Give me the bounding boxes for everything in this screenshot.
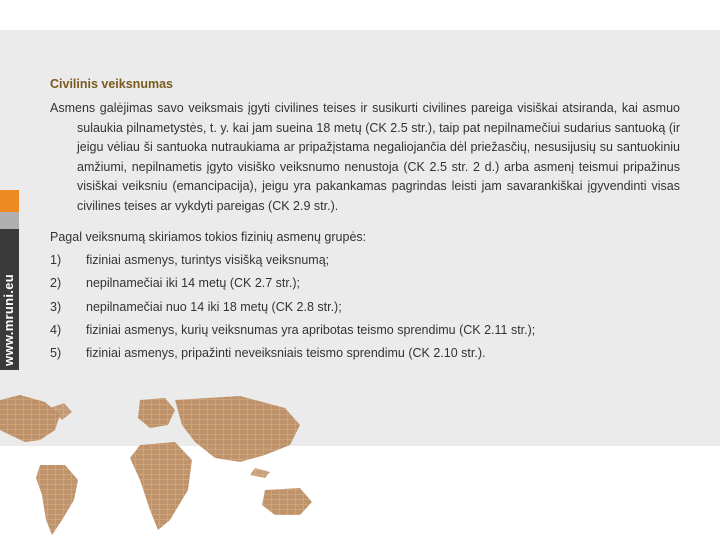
map-australia bbox=[262, 488, 312, 515]
side-brand-bar bbox=[0, 190, 19, 370]
list-item bbox=[50, 319, 680, 342]
brand-orange-block bbox=[0, 190, 19, 212]
list-item bbox=[50, 249, 680, 272]
list-number: 1) bbox=[50, 253, 62, 268]
map-asia bbox=[175, 396, 300, 462]
list-number: 5) bbox=[50, 345, 62, 360]
definition-paragraph: Asmens galėjimas savo veiksmais įgyti civilines teises ir susikurti civilines pareiga visiškai atsiranda, kai asmuo sulaukia pilnametystės, t. y. kai jam sueina 18 metų (CK 2.5 str.), taip pat nepilnamečiui sudarius santuoką (ir jeigu vėliau ši santuoka nutraukiama ar pripažįstama negaliojančia dėl priežasčių, nesusijusių su santuokiniu amžiumi, nepilnametis įgyto visiško veiksnumo nenustoja (CK 2.5 str. 2 d.) arba asmenį teismui pripažinus visiškai veiksniu (emancipacija), jeigu yra pakankamas pagrindas leisti jam savarankiškai įgyvendinti visas civilines teises ar vykdyti pareigas (CK 2.9 str.). bbox=[50, 101, 680, 213]
slide-heading: Civilinis veiksnumas bbox=[50, 77, 173, 91]
map-north-america bbox=[0, 395, 60, 442]
list-text: nepilnamečiai iki 14 metų (CK 2.7 str.); bbox=[86, 276, 300, 291]
list-number: 4) bbox=[50, 322, 62, 337]
list-text: fiziniai asmenys, kurių veiksnumas yra apribotas teismo sprendimu (CK 2.11 str.); bbox=[86, 322, 536, 337]
world-map-decoration bbox=[0, 370, 720, 540]
brand-dark-block bbox=[0, 229, 19, 370]
list-item bbox=[50, 296, 680, 319]
side-url-text: www.mruni.eu bbox=[1, 274, 16, 366]
list-text: fiziniai asmenys, pripažinti neveiksniais teismo sprendimu (CK 2.10 str.). bbox=[86, 345, 486, 360]
map-islands bbox=[250, 468, 270, 478]
map-south-america bbox=[36, 465, 78, 535]
slide-content bbox=[50, 77, 680, 365]
list-text: fiziniai asmenys, turintys visišką veiksnumą; bbox=[86, 253, 330, 268]
groups-intro: Pagal veiksnumą skiriamos tokios fizinių asmenų grupės: bbox=[50, 229, 367, 244]
list-number: 2) bbox=[50, 276, 62, 291]
brand-gray-block bbox=[0, 212, 19, 229]
list-item bbox=[50, 342, 680, 365]
groups-list bbox=[50, 249, 680, 365]
map-africa bbox=[130, 442, 192, 530]
list-text: nepilnamečiai nuo 14 iki 18 metų (CK 2.8 str.); bbox=[86, 299, 342, 314]
list-item bbox=[50, 272, 680, 295]
list-number: 3) bbox=[50, 299, 62, 314]
map-europe bbox=[138, 398, 175, 428]
